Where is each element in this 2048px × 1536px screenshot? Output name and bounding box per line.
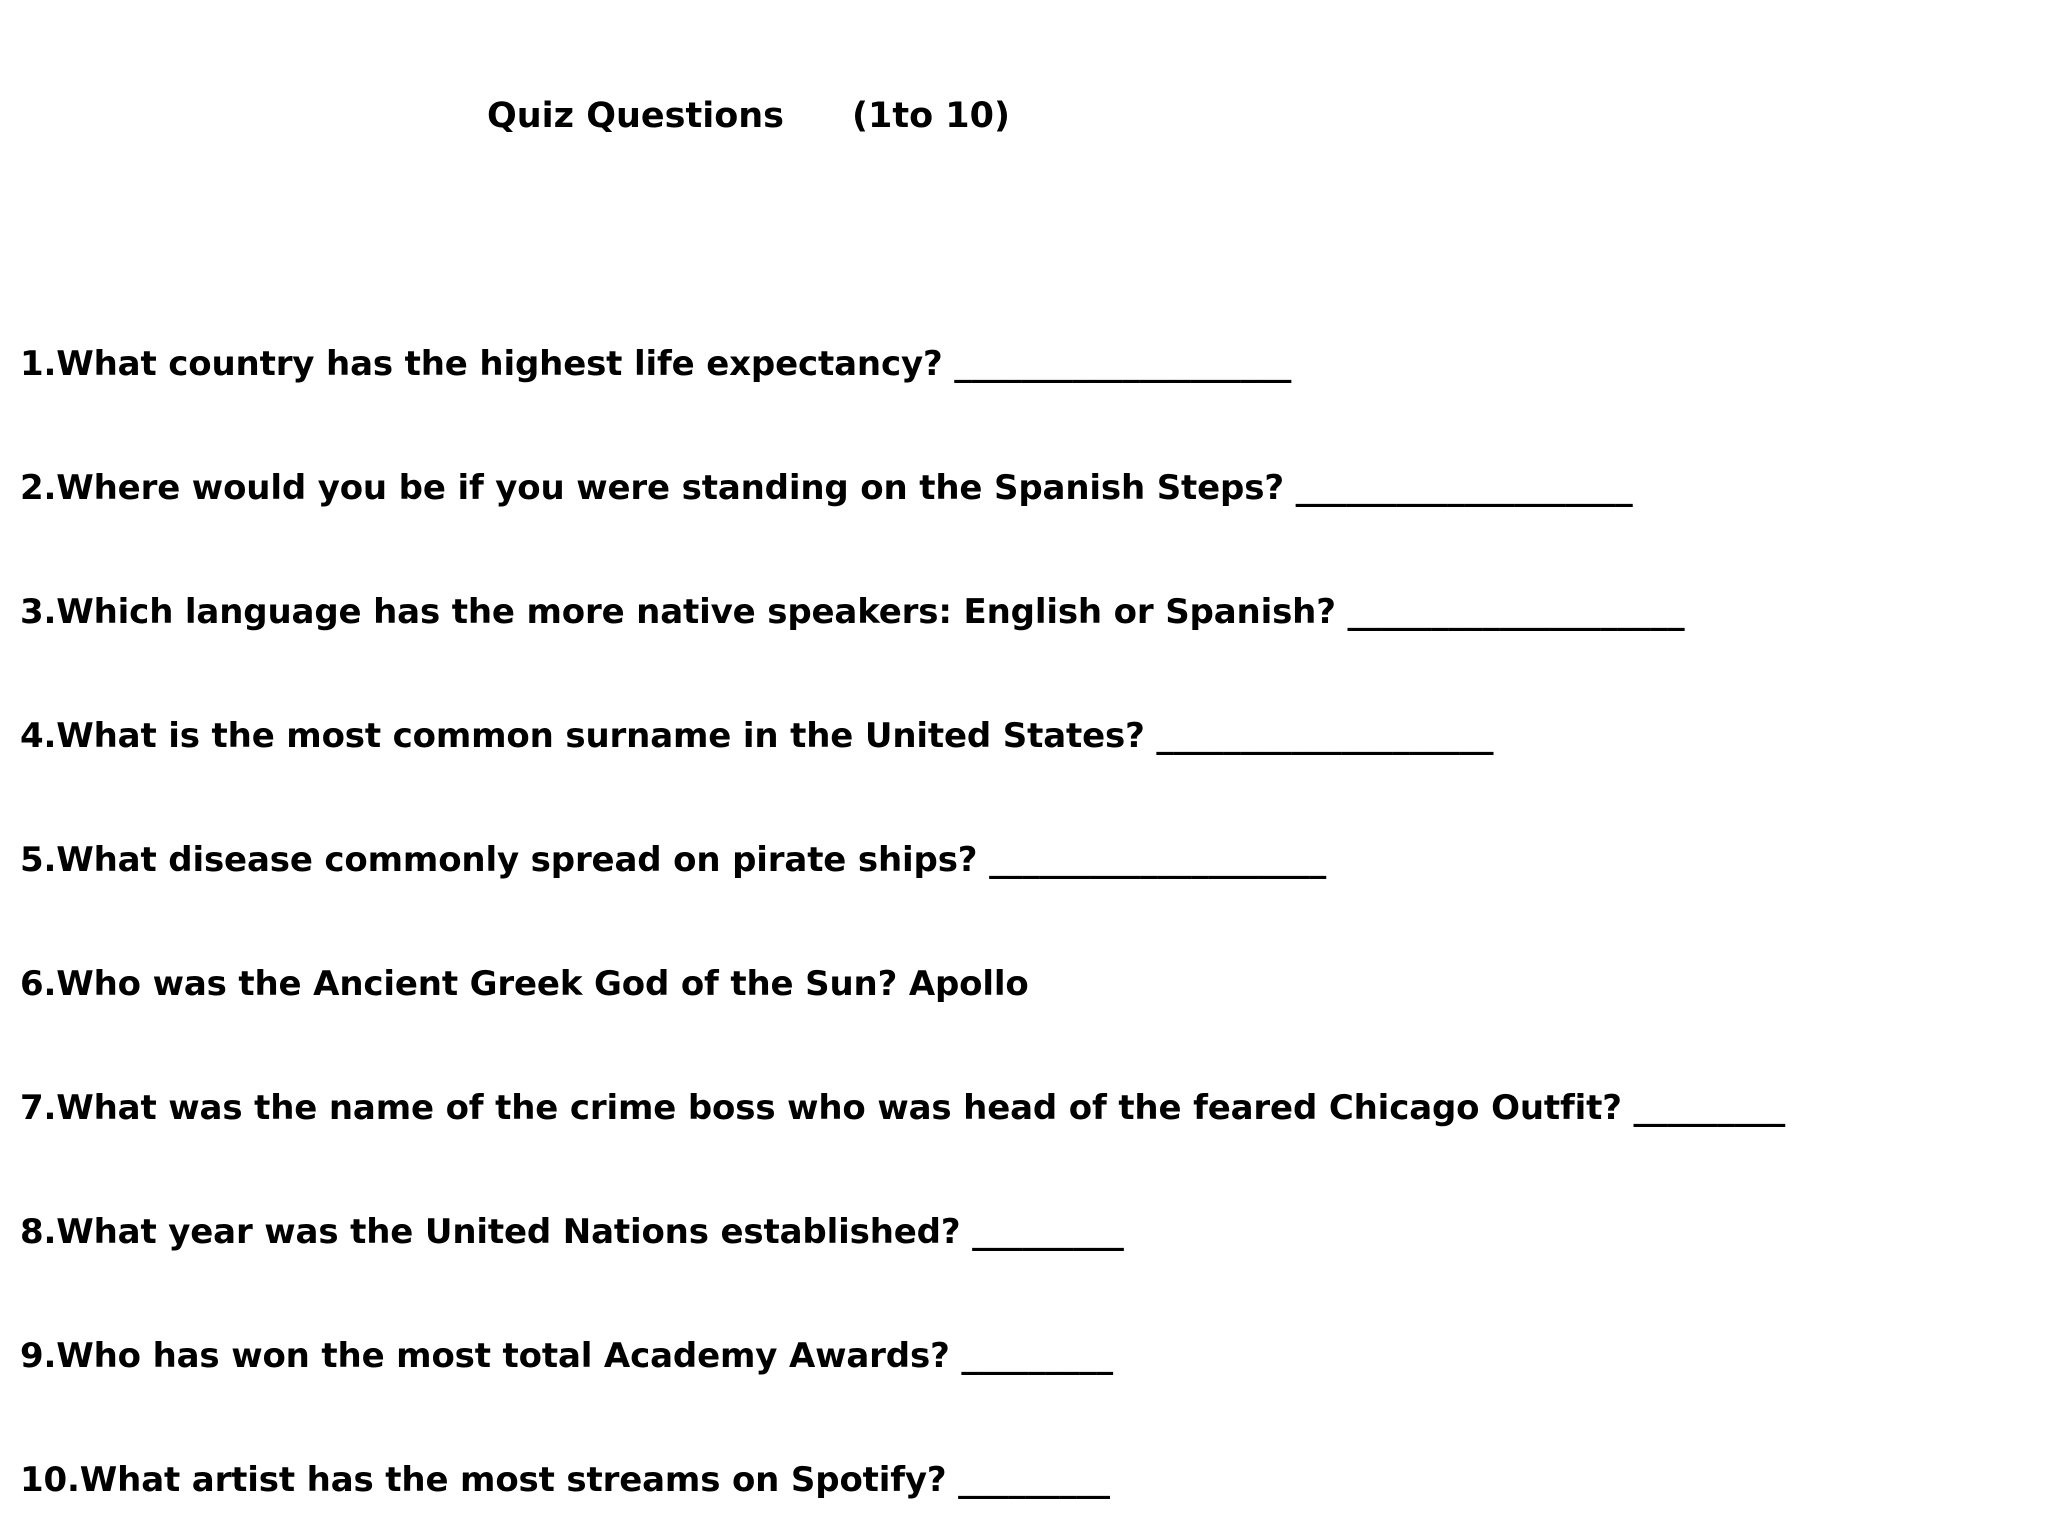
question-9: 9.Who has won the most total Academy Awards? _________ xyxy=(20,1336,1113,1376)
question-4: 4.What is the most common surname in the United States? ____________________ xyxy=(20,716,1494,756)
question-6: 6.Who was the Ancient Greek God of the Sun? Apollo xyxy=(20,964,1029,1004)
question-1: 1.What country has the highest life expectancy? ____________________ xyxy=(20,344,1292,384)
title-range: (1to 10) xyxy=(852,96,1011,136)
question-2: 2.Where would you be if you were standing on the Spanish Steps? ____________________ xyxy=(20,468,1633,508)
question-3: 3.Which language has the more native speakers: English or Spanish? ____________________ xyxy=(20,592,1685,632)
question-7: 7.What was the name of the crime boss who was head of the feared Chicago Outfit? _________ xyxy=(20,1088,1786,1128)
page-title xyxy=(487,90,1010,142)
question-10: 10.What artist has the most streams on Spotify? _________ xyxy=(20,1460,1110,1500)
title-label: Quiz Questions xyxy=(487,96,784,136)
question-8: 8.What year was the United Nations established? _________ xyxy=(20,1212,1124,1252)
question-5: 5.What disease commonly spread on pirate ships? ____________________ xyxy=(20,840,1327,880)
